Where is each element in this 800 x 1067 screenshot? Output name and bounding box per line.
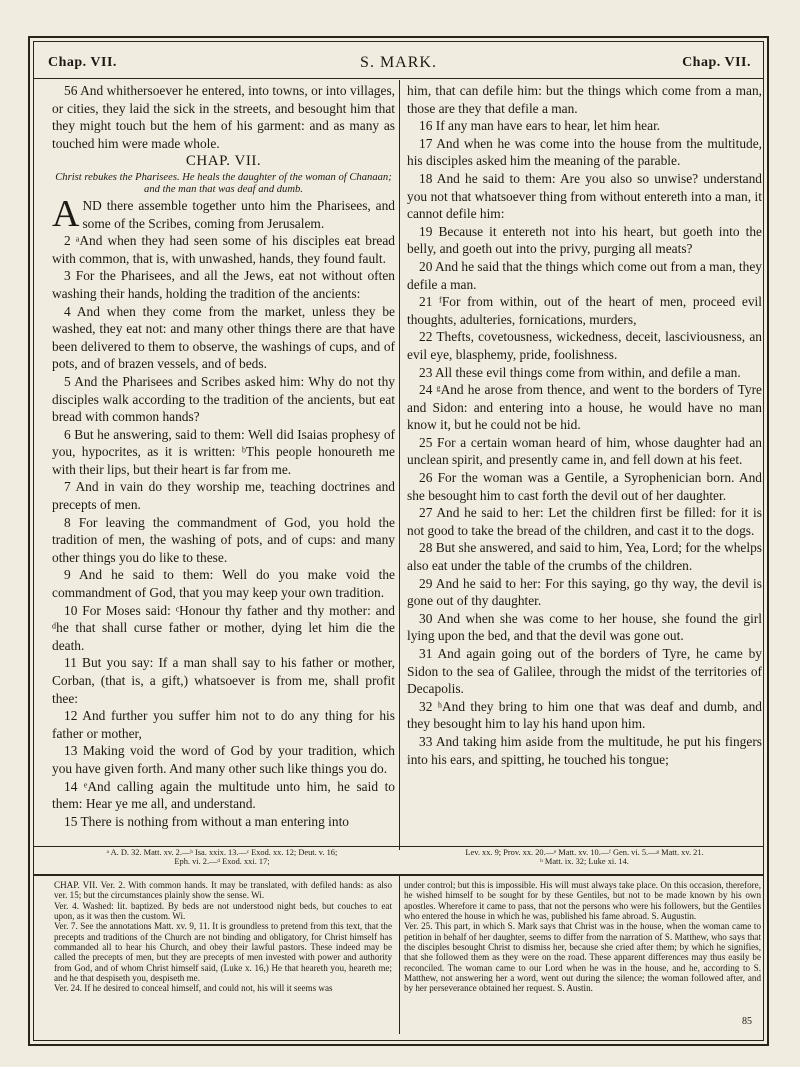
verse: 23 All these evil things come from within, and defile a man. — [419, 364, 741, 380]
commentary-note: Ver. 25. This part, in which S. Mark says that Christ was in the house, when the woman came to petition in behalf of her daughter, seems to differ from the narration of S. Matthew, who says that the disciples besought Christ to dismiss her, because she cried after them; by which he signifies, that she followed them as they were on the road. These apparent differences may thus easily be reconciled. The woman came to our Lord when he was in the house, and he, according to S. Matthew, not answering her a word, went out during the silence; the woman followed after, and by her perseverance obtained her request. S. Austin. — [404, 921, 761, 994]
commentary-note: Ver. 7. See the annotations Matt. xv. 9, 11. It is groundless to pretend from this text, that the precepts and traditions of the Church are not binding and obligatory, for Christ himself has commanded all to hear his Church, and obey their lawful pastors. These indeed may be called the precepts of men, but they are precepts of men invested with power and authority from God, and of whom Christ himself said, (Luke x. 16,) He that heareth you, heareth me; and he that despiseth you, despiseth me. — [54, 921, 392, 984]
reference-line: ᵃ A. D. 32. Matt. xv. 2.—ᵇ Isa. xxix. 13.—ᶜ Exod. xx. 12; Deut. v. 16; — [106, 848, 338, 857]
verse: 9 And he said to them: Well do you make void the commandment of God, that you may keep your own tradition. — [52, 567, 395, 601]
verse: 17 And when he was come into the house from the multitude, his disciples asked him the meaning of the parable. — [407, 135, 762, 169]
verse: 5 And the Pharisees and Scribes asked him: Why do not thy disciples walk according to the tradition of the ancients, but eat bread with common hands? — [52, 373, 395, 425]
verse: 21 ᶠFor from within, out of the heart of men, proceed evil thoughts, adulteries, fornications, murders, — [407, 294, 762, 327]
commentary-left — [54, 880, 392, 994]
header-book-title: S. MARK. — [360, 54, 437, 71]
verse: 33 And taking him aside from the multitude, he put his fingers into his ears, and spitting, he touched his tongue; — [407, 733, 762, 767]
verse: 11 But you say: If a man shall say to his father or mother, Corban, (that is, a gift,) whatsoever is from me, shall profit thee: — [52, 655, 395, 706]
commentary-note: Ver. 4. Washed: lit. baptized. By beds are not understood night beds, but couches to eat upon, as it was then the custom. Wi. — [54, 900, 392, 922]
chapter-heading: CHAP. VII. — [185, 153, 262, 170]
verse-1-text: ND there assemble together unto him the Pharisees, and some of the Scribes, coming from Jerusalem. — [82, 197, 395, 231]
verse-1 — [52, 192, 395, 235]
chapter-summary: Christ rebukes the Pharisees. He heals the daughter of the woman of Chanaan; and the man that was deaf and dumb. — [55, 171, 392, 195]
verse: 56 And whithersoever he entered, into towns, or into villages, or cities, they laid the sick in the streets, and besought him that they might touch but the hem of his garment: and as many as touched him were made whole. — [52, 83, 395, 151]
reference-line: Lev. xx. 9; Prov. xx. 20.—ᵉ Matt. xv. 10.—ᶠ Gen. vi. 5.—ᵍ Matt. xv. 21. — [465, 848, 704, 857]
commentary-note: under control; but this is impossible. His will must always take place. On this occasion, therefore, he wished himself to be sought for by these Gentiles, but not to be made known by his own apostles. Wherefore it came to pass, that not the persons who were his followers, but the Gentiles who entered the house in which he was, published his fame abroad. S. Augustin. — [404, 880, 761, 922]
verse: 32 ʰAnd they bring to him one that was deaf and dumb, and they besought him to lay his hand upon him. — [407, 698, 762, 732]
verse: 29 And he said to her: For this saying, go thy way, the devil is gone out of thy daughter. — [407, 575, 762, 609]
cross-references-left — [52, 848, 392, 867]
reference-line: Eph. vi. 2.—ᵈ Exod. xxi. 17; — [174, 857, 270, 867]
references-rule — [34, 846, 763, 847]
reference-line: ʰ Matt. ix. 32; Luke xi. 14. — [540, 857, 629, 867]
verse: 15 There is nothing from without a man entering into — [64, 813, 349, 829]
verse: 3 For the Pharisees, and all the Jews, eat not without often washing their hands, holding the tradition of the ancients: — [52, 268, 395, 301]
notes-column-divider — [399, 876, 400, 1034]
commentary-note: CHAP. VII. Ver. 2. With common hands. It may be translated, with defiled hands: as also ver. 15; but the circumstances plainly show the sense. Wi. — [54, 880, 392, 901]
verse: 13 Making void the word of God by your tradition, which you have given forth. And many other such like things you do. — [52, 743, 395, 776]
verse: 18 And he said to them: Are you also so unwise? understand you not that whatsoever thing from without entereth into a man, it cannot defile him: — [407, 170, 762, 222]
header-chapter-left: Chap. VII. — [48, 55, 117, 70]
verse: 24 ᵍAnd he arose from thence, and went to the borders of Tyre and Sidon: and entering into a house, he would have no man know it, but he could not be hid. — [407, 382, 762, 433]
verse: 10 For Moses said: ᶜHonour thy father and thy mother: and ᵈhe that shall curse father or mother, dying let him die the death. — [52, 602, 395, 653]
right-text-column — [407, 82, 762, 768]
verse: 8 For leaving the commandment of God, you hold the tradition of men, the washing of pots, and of cups: and many other things you do like to these. — [52, 514, 395, 565]
verse: 31 And again going out of the borders of Tyre, he came by Sidon to the sea of Galilee, through the midst of the territories of Decapolis. — [407, 646, 762, 697]
verse: 6 But he answering, said to them: Well did Isaias prophesy of you, hypocrites, as it is written: ᵇThis people honoureth me with their lips, but their heart is far from me. — [52, 426, 395, 477]
header-chapter-right: Chap. VII. — [682, 55, 751, 70]
verse-continuation: him, that can defile him: but the things which come from a man, those are they that defile a man. — [407, 83, 762, 116]
verse: 12 And further you suffer him not to do any thing for his father or mother, — [52, 708, 395, 741]
verse: 2 ᵃAnd when they had seen some of his disciples eat bread with common, that is, with unwashed, hands, they found fault. — [52, 233, 395, 266]
verse: 28 But she answered, and said to him, Yea, Lord; for the whelps also eat under the table of the crumbs of the children. — [407, 540, 762, 574]
verse: 25 For a certain woman heard of him, whose daughter had an unclean spirit, and presently came in, and fell down at his feet. — [407, 434, 762, 468]
left-text-column — [52, 82, 395, 830]
verse: 20 And he said that the things which come out from a man, they defile a man. — [407, 258, 762, 292]
commentary-right — [404, 880, 761, 994]
verse: 26 For the woman was a Gentile, a Syrophenician born. And she besought him to cast forth the devil out of her daughter. — [407, 470, 762, 503]
verse: 19 Because it entereth not into his heart, but goeth into the belly, and goeth out into the privy, purging all meats? — [407, 223, 762, 257]
verse: 14 ᵉAnd calling again the multitude unto him, he said to them: Hear ye me all, and understand. — [52, 778, 395, 812]
verse: 7 And in vain do they worship me, teaching doctrines and precepts of men. — [52, 479, 395, 513]
column-divider — [399, 80, 400, 850]
running-header — [34, 44, 763, 79]
verse: 22 Thefts, covetousness, wickedness, deceit, lasciviousness, an evil eye, blasphemy, pride, foolishness. — [407, 329, 762, 362]
verse: 30 And when she was come to her house, she found the girl lying upon the bed, and that the devil was gone out. — [407, 610, 762, 644]
commentary-note: Ver. 24. If he desired to conceal himself, and could not, his will it seems was — [54, 983, 333, 994]
verse: 4 And when they come from the market, unless they be washed, they eat not: and many other things there are that have been delivered to them to observe, the washings of cups, and of pots, and of brazen vessels, and of beds. — [52, 303, 395, 372]
verse: 16 If any man have ears to hear, let him hear. — [419, 118, 661, 134]
cross-references-right — [407, 848, 762, 867]
page-number: 85 — [742, 1016, 752, 1027]
verse: 27 And he said to her: Let the children first be filled: for it is not good to take the bread of the children, and cast it to the dogs. — [407, 505, 762, 538]
drop-cap: A — [52, 192, 80, 235]
